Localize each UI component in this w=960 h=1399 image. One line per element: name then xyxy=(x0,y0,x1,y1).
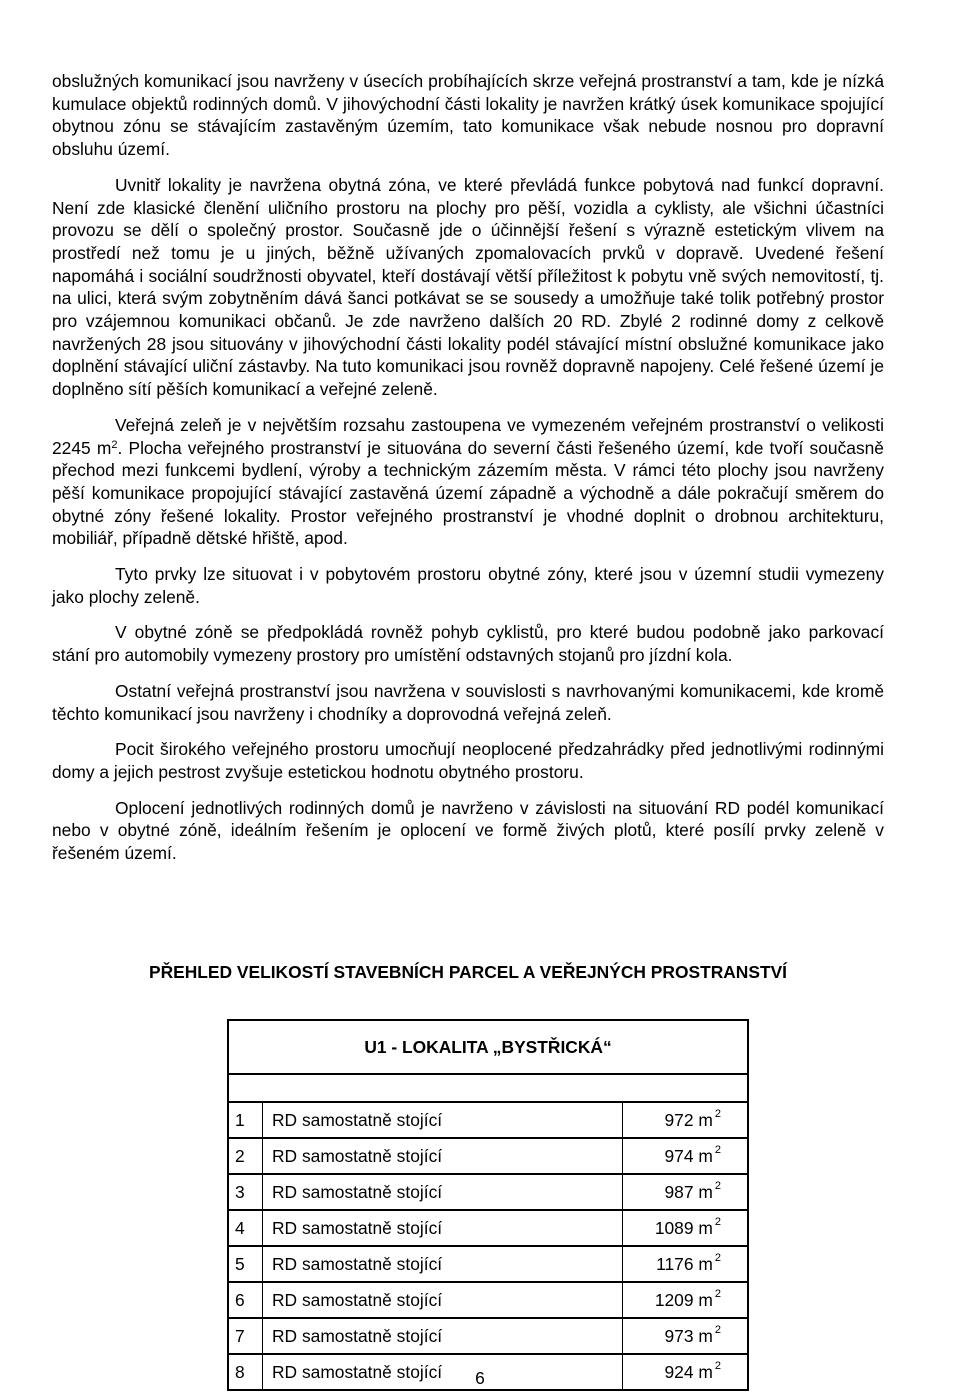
area-unit: m xyxy=(698,1253,713,1274)
table-row xyxy=(229,1139,747,1175)
paragraph: Pocit širokého veřejného prostoru umocňují neoplocené předzahrádky před jednotlivými rodinnými domy a jejich pestrost zvyšuje estetickou hodnotu obytného prostoru. xyxy=(52,739,884,782)
table-row xyxy=(229,1103,747,1139)
parcel-type: RD samostatně stojící xyxy=(263,1283,623,1317)
area-unit-sup: 2 xyxy=(714,1108,721,1120)
area-unit: m xyxy=(698,1181,713,1202)
area-unit-sup: 2 xyxy=(714,1144,721,1156)
area-unit: m xyxy=(698,1289,713,1310)
paragraph: Oplocení jednotlivých rodinných domů je navrženo v závislosti na situování RD podél komunikací nebo v obytné zóně, ideálním řešením je oplocení ve formě živých plotů, které posílí prvky zeleně v řešeném území. xyxy=(52,797,884,864)
parcel-number: 3 xyxy=(229,1175,263,1209)
parcel-area xyxy=(623,1247,747,1281)
area-value: 973 xyxy=(664,1325,694,1346)
parcel-type: RD samostatně stojící xyxy=(263,1211,623,1245)
table-spacer xyxy=(229,1075,747,1101)
table-row xyxy=(229,1319,747,1355)
parcel-type: RD samostatně stojící xyxy=(263,1175,623,1209)
paragraph: Ostatní veřejná prostranství jsou navržena v souvislosti s navrhovanými komunikacemi, kde kromě těchto komunikací jsou navrženy i chodníky a doprovodná veřejná zeleň. xyxy=(52,680,884,724)
area-unit: m xyxy=(698,1361,713,1382)
parcel-area xyxy=(623,1103,747,1137)
area-unit-sup: 2 xyxy=(714,1216,721,1228)
table-row xyxy=(229,1211,747,1247)
paragraph: V obytné zóně se předpokládá rovněž pohyb cyklistů, pro které budou podobně jako parkovací stání pro automobily vymezeny prostory pro umístění odstavných stojanů pro jízdní kola. xyxy=(52,622,884,666)
table-row xyxy=(229,1283,747,1319)
parcel-number: 8 xyxy=(229,1355,263,1389)
area-value: 987 xyxy=(664,1181,694,1202)
area-unit-sup: 2 xyxy=(714,1360,721,1372)
area-value: 972 xyxy=(664,1109,694,1130)
table-row xyxy=(229,1175,747,1211)
area-unit-sup: 2 xyxy=(714,1288,721,1300)
paragraph-text: . Plocha veřejného prostranství je situována do severní části řešeného území, kde tvoří současně přechod mezi funkcemi bydlení, výroby a technickým zázemím města. V rámci této plochy jsou navrženy pěší komunikace propojující stávající zastavěná území západně a východně a dále pokračují směrem do obytné zóny řešené lokality. Prostor veřejného prostranství je vhodné doplnit o drobnou architekturu, mobiliář, případně dětské hřiště, apod. xyxy=(52,437,884,549)
parcel-area xyxy=(623,1319,747,1353)
paragraph: Tyto prvky lze situovat i v pobytovém prostoru obytné zóny, které jsou v územní studii vymezeny jako plochy zeleně. xyxy=(52,564,884,607)
parcel-number: 5 xyxy=(229,1247,263,1281)
paragraph-text: Veřejná zeleň je v největším rozsahu zastoupena ve vymezeném veřejném prostranství o velikosti 2245 m xyxy=(52,414,884,458)
area-value: 924 xyxy=(664,1361,694,1382)
paragraph xyxy=(52,414,884,550)
paragraph: obslužných komunikací jsou navrženy v úsecích probíhajících skrze veřejná prostranství a tam, kde je nízká kumulace objektů rodinných domů. V jihovýchodní části lokality je navržen krátký úsek komunikace spojující obytnou zónu se stávajícím zastavěným územím, tato komunikace však nebude nosnou pro dopravní obsluhu území. xyxy=(52,71,884,160)
parcel-type: RD samostatně stojící xyxy=(263,1319,623,1353)
page-number: 6 xyxy=(475,1368,485,1388)
area-unit: m xyxy=(698,1325,713,1346)
parcel-type: RD samostatně stojící xyxy=(263,1247,623,1281)
parcel-number: 4 xyxy=(229,1211,263,1245)
area-value: 1176 xyxy=(656,1253,694,1274)
parcel-type: RD samostatně stojící xyxy=(263,1103,623,1137)
section-heading: PŘEHLED VELIKOSTÍ STAVEBNÍCH PARCEL A VEŘEJNÝCH PROSTRANSTVÍ xyxy=(148,962,788,982)
superscript: 2 xyxy=(111,438,118,451)
area-unit-sup: 2 xyxy=(714,1180,721,1192)
parcel-area xyxy=(623,1175,747,1209)
parcel-type: RD samostatně stojící xyxy=(263,1355,623,1389)
parcel-area xyxy=(623,1283,747,1317)
parcel-type: RD samostatně stojící xyxy=(263,1139,623,1173)
area-unit-sup: 2 xyxy=(714,1324,721,1336)
area-value: 1089 xyxy=(654,1217,694,1238)
parcel-number: 7 xyxy=(229,1319,263,1353)
area-unit: m xyxy=(698,1145,713,1166)
body-text xyxy=(52,70,884,878)
parcel-area xyxy=(623,1211,747,1245)
table-body xyxy=(229,1101,747,1391)
paragraph: Uvnitř lokality je navržena obytná zóna, ve které převládá funkce pobytová nad funkcí dopravní. Není zde klasické členění uličního prostoru na plochy pro pěší, vozidla a cyklisty, ale všichni účastníci provozu se dělí o společný prostor. Současně jde o účinnější řešení s výrazně estetickým vlivem na prostředí než tomu je u jiných, běžně užívaných zpomalovacích prvků v dopravě. Uvedené řešení napomáhá i sociální soudržnosti obyvatel, kteří dostávají větší příležitost k pobytu vně svých nemovitostí, tj. na ulici, která svým zobytněním dává šanci potkávat se se sousedy a umožňuje také tolik potřebný prostor pro vzájemnou komunikaci občanů. Je zde navrženo dalších 20 RD. Zbylé 2 rodinné domy z celkově navržených 28 jsou situovány v jihovýchodní části lokality podél stávající místní obslužné komunikace jako doplnění stávající uliční zástavby. Na tuto komunikaci jsou rovněž dopravně napojeny. Celé řešené území je doplněno sítí pěších komunikací a veřejné zeleně. xyxy=(52,174,884,400)
parcel-area xyxy=(623,1139,747,1173)
area-unit: m xyxy=(698,1109,713,1130)
area-unit-sup: 2 xyxy=(714,1252,721,1264)
parcel-number: 2 xyxy=(229,1139,263,1173)
parcel-number: 1 xyxy=(229,1103,263,1137)
parcel-number: 6 xyxy=(229,1283,263,1317)
table-row xyxy=(229,1247,747,1283)
area-value: 974 xyxy=(664,1145,694,1166)
area-unit: m xyxy=(698,1217,713,1238)
table-title: U1 - LOKALITA „BYSTŘICKÁ“ xyxy=(229,1021,747,1075)
parcel-table xyxy=(227,1019,749,1391)
area-value: 1209 xyxy=(654,1289,694,1310)
